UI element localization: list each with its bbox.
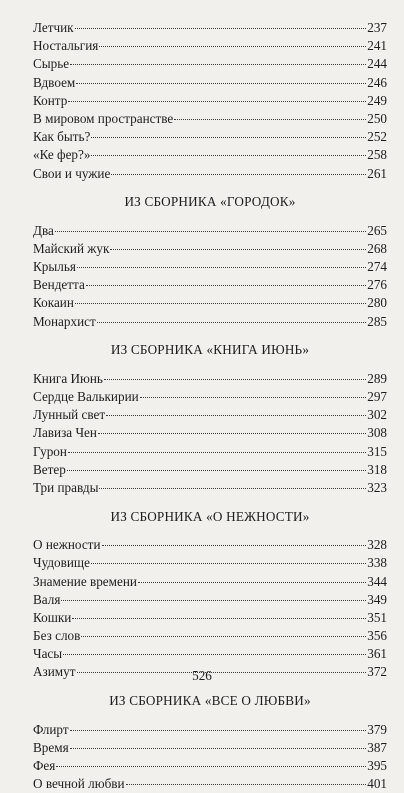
toc-entry-page: 361 xyxy=(367,646,387,662)
toc-entry-page: 250 xyxy=(367,110,387,126)
dot-leader xyxy=(97,322,366,323)
toc-entry xyxy=(33,222,387,240)
toc-entry-page: 268 xyxy=(367,240,387,256)
dot-leader xyxy=(102,545,367,546)
toc-entry xyxy=(33,388,387,406)
toc-entry-title: Майский жук xyxy=(33,240,110,256)
toc-entry-page: 356 xyxy=(367,628,387,644)
toc-entry-page: 261 xyxy=(367,165,387,181)
toc-entry xyxy=(33,92,387,110)
toc-entry-title: Свои и чужие xyxy=(33,165,111,181)
toc-entry-page: 280 xyxy=(367,295,387,311)
toc-entry-page: 379 xyxy=(367,721,387,737)
section-heading: ИЗ СБОРНИКА «ГОРОДОК» xyxy=(124,194,296,210)
toc-entry xyxy=(33,294,387,312)
section-heading: ИЗ СБОРНИКА «О НЕЖНОСТИ» xyxy=(110,508,310,524)
dot-leader xyxy=(61,600,366,601)
toc-entry-page: 249 xyxy=(367,92,387,108)
toc-entry-title: Валя xyxy=(33,591,61,607)
toc-entry-page: 315 xyxy=(367,443,387,459)
toc-entry xyxy=(33,110,387,128)
toc-entry xyxy=(33,627,387,645)
dot-leader xyxy=(140,397,367,398)
dot-leader xyxy=(55,231,366,232)
dot-leader xyxy=(67,470,366,471)
toc-entry-title: Чудовище xyxy=(33,555,90,571)
toc-entry-title: Контр xyxy=(33,92,68,108)
dot-leader xyxy=(99,46,366,47)
toc-entry xyxy=(33,739,387,757)
toc-entry-title: Гурон xyxy=(33,443,67,459)
toc-entry xyxy=(33,424,387,442)
toc-entry-page: 401 xyxy=(367,776,387,792)
toc-entry-title: Фея xyxy=(33,758,56,773)
toc-entry-page: 302 xyxy=(367,407,387,423)
toc-entry-title: Два xyxy=(33,222,54,238)
toc-entry-page: 351 xyxy=(367,609,387,625)
toc-entry-title: Вдвоем xyxy=(33,74,76,90)
dot-leader xyxy=(68,101,366,102)
toc-entry-title: Знамение времени xyxy=(33,573,137,589)
toc-entry xyxy=(33,573,387,591)
toc-entry-title: Три правды xyxy=(33,479,99,495)
toc-entry-title: Время xyxy=(33,739,69,755)
section-heading: ИЗ СБОРНИКА «КНИГА ИЮНЬ» xyxy=(110,342,310,358)
dot-leader xyxy=(75,28,367,29)
toc-entry-title: Часы xyxy=(33,646,63,662)
dot-leader xyxy=(104,379,366,380)
toc-entry-page: 344 xyxy=(367,573,387,589)
toc-entry xyxy=(33,55,387,73)
dot-leader xyxy=(110,249,366,250)
toc-entry xyxy=(33,721,387,739)
toc-entry-title: Вендетта xyxy=(33,277,85,293)
toc-entry-page: 323 xyxy=(367,479,387,495)
toc-entry-title: Без слов xyxy=(33,628,81,644)
dot-leader xyxy=(86,285,366,286)
toc-entry-page: 285 xyxy=(367,313,387,329)
toc-entry-title: Кокаин xyxy=(33,295,74,311)
toc-entry-title: Ветер xyxy=(33,461,66,477)
toc-entry xyxy=(33,645,387,663)
toc-entry xyxy=(33,276,387,294)
toc-entry xyxy=(33,554,387,572)
toc-entry xyxy=(33,757,387,775)
toc-entry-title: Крылья xyxy=(33,259,76,275)
dot-leader xyxy=(56,766,366,767)
toc-entry xyxy=(33,370,387,388)
toc-entry-page: 297 xyxy=(367,389,387,404)
dot-leader xyxy=(72,618,366,619)
toc-entry-title: Ностальгия xyxy=(33,38,99,54)
toc-entry-page: 252 xyxy=(367,129,387,145)
toc-entry-page: 241 xyxy=(367,38,387,54)
dot-leader xyxy=(70,64,366,65)
toc-entry xyxy=(33,775,387,793)
dot-leader xyxy=(76,83,366,84)
toc-entry xyxy=(33,165,387,183)
dot-leader xyxy=(91,137,366,138)
dot-leader xyxy=(174,119,366,120)
dot-leader xyxy=(106,415,366,416)
toc-entry xyxy=(33,128,387,146)
toc-entry-page: 258 xyxy=(367,147,387,163)
toc-entry-title: Лунный свет xyxy=(33,407,106,423)
toc-entry-title: Кошки xyxy=(33,609,72,625)
page-number: 526 xyxy=(192,668,212,683)
toc-entry xyxy=(33,313,387,331)
toc-entry-page: 387 xyxy=(367,739,387,755)
toc-entry-title: Летчик xyxy=(33,20,74,35)
toc-entry-page: 328 xyxy=(367,537,387,553)
toc-entry xyxy=(33,19,387,37)
toc-entry-title: Флирт xyxy=(33,721,69,737)
toc-entry-title: Сердце Валькирии xyxy=(33,389,139,404)
dot-leader xyxy=(81,636,366,637)
dot-leader xyxy=(63,654,366,655)
dot-leader xyxy=(75,303,366,304)
toc-entry-title: Как быть? xyxy=(33,129,91,145)
dot-leader xyxy=(138,582,366,583)
dot-leader xyxy=(70,748,367,749)
toc-entry-page: 237 xyxy=(367,20,387,35)
toc-entry-page: 318 xyxy=(367,461,387,477)
toc-entry-page: 244 xyxy=(367,56,387,72)
toc-entry-title: Монархист xyxy=(33,313,96,329)
toc-entry-page: 372 xyxy=(367,664,387,680)
dot-leader xyxy=(91,155,366,156)
toc-entry-title: «Ке фер?» xyxy=(33,147,91,163)
toc-entry-title: О нежности xyxy=(33,537,101,553)
section-heading: ИЗ СБОРНИКА «ВСЕ О ЛЮБВИ» xyxy=(109,693,311,709)
dot-leader xyxy=(99,488,366,489)
toc-entry xyxy=(33,443,387,461)
toc-entry-page: 289 xyxy=(367,370,387,386)
toc-entry xyxy=(33,74,387,92)
dot-leader xyxy=(98,433,366,434)
toc-entry-page: 395 xyxy=(367,758,387,773)
toc-entry xyxy=(33,591,387,609)
dot-leader xyxy=(77,267,366,268)
dot-leader xyxy=(91,563,366,564)
toc-entry xyxy=(33,461,387,479)
toc-entry-title: Лавиза Чен xyxy=(33,425,97,441)
toc-entry xyxy=(33,479,387,497)
toc-entry-title: О вечной любви xyxy=(33,776,125,792)
toc-entry-title: Книга Июнь xyxy=(33,370,103,386)
toc-entry-page: 338 xyxy=(367,555,387,571)
toc-entry-page: 265 xyxy=(367,222,387,238)
dot-leader xyxy=(68,452,366,453)
dot-leader xyxy=(126,784,367,785)
toc-entry-title: В мировом пространстве xyxy=(33,110,174,126)
toc-entry-page: 274 xyxy=(367,259,387,275)
toc-entry xyxy=(33,536,387,554)
toc-entry xyxy=(33,406,387,424)
dot-leader xyxy=(111,174,366,175)
toc-entry-page: 308 xyxy=(367,425,387,441)
toc-entry xyxy=(33,258,387,276)
toc-entry xyxy=(33,37,387,55)
toc-entry xyxy=(33,146,387,164)
toc-entry xyxy=(33,240,387,258)
dot-leader xyxy=(70,730,367,731)
toc-entry-page: 246 xyxy=(367,74,387,90)
toc-entry-title: Азимут xyxy=(33,664,76,680)
toc-entry-page: 276 xyxy=(367,277,387,293)
toc-entry-page: 349 xyxy=(367,591,387,607)
toc-entry-title: Сырье xyxy=(33,56,70,72)
toc-entry xyxy=(33,609,387,627)
